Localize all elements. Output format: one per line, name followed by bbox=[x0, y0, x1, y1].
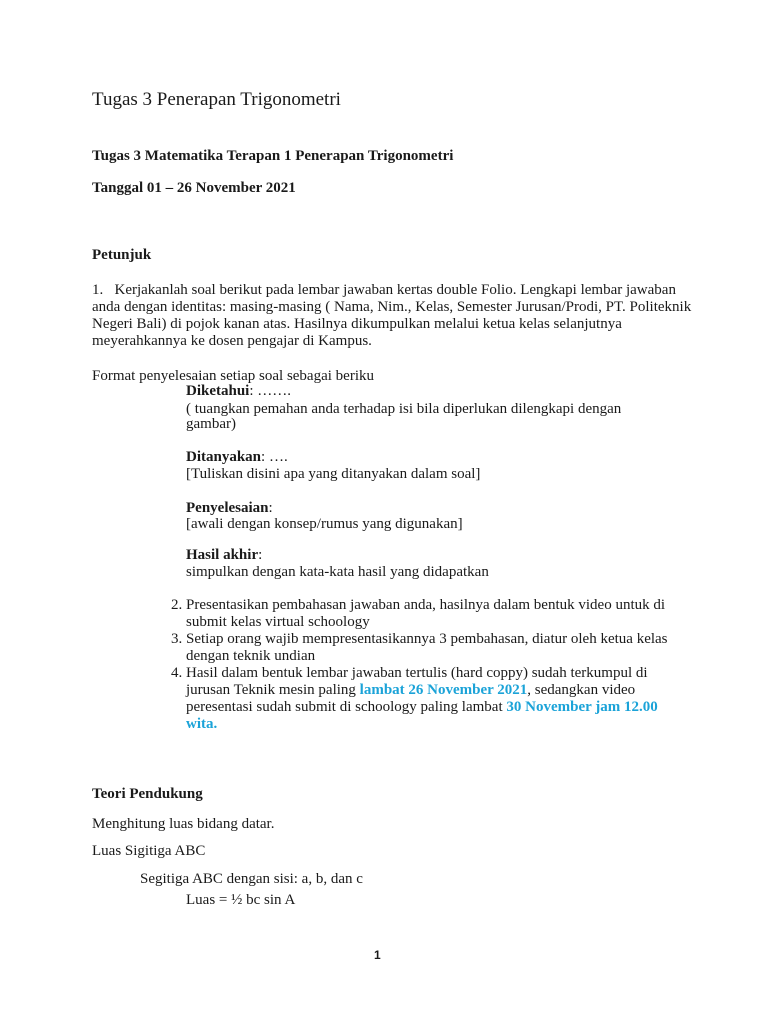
instruction-item-1-number: 1. bbox=[92, 282, 104, 298]
format-intro: Format penyelesaian setiap soal sebagai beriku bbox=[92, 368, 374, 384]
diketahui-desc-1: ( tuangkan pemahan anda terhadap isi bila diperlukan dilengkapi dengan bbox=[186, 401, 622, 417]
document-title: Tugas 3 Penerapan Trigonometri bbox=[92, 89, 341, 110]
deadline-highlight-2: 30 November jam 12.00 wita. bbox=[186, 699, 658, 732]
page-number: 1 bbox=[374, 948, 381, 962]
teori-formula: Luas = ½ bc sin A bbox=[186, 892, 296, 908]
hasil-colon: : bbox=[258, 547, 263, 563]
penyelesaian-label: Penyelesaian bbox=[186, 500, 269, 516]
ditanyakan-dots: : …. bbox=[261, 449, 288, 465]
teori-line-1: Menghitung luas bidang datar. bbox=[92, 816, 275, 832]
instruction-item-3: 3. Setiap orang wajib mempresentasikannya 3 pembahasan, diatur oleh ketua kelas dengan teknik undian bbox=[186, 631, 686, 665]
hasil-label: Hasil akhir bbox=[186, 547, 259, 563]
hasil-line bbox=[186, 547, 262, 564]
item4-text-2: , sedangkan video peresentasi sudah submit di schoology paling lambat bbox=[186, 682, 636, 715]
penyelesaian-colon: : bbox=[268, 500, 273, 516]
diketahui-dots: : ……. bbox=[249, 383, 292, 399]
instruction-item-4 bbox=[186, 665, 686, 733]
instruction-item-1 bbox=[92, 282, 692, 350]
diketahui-desc-2: gambar) bbox=[186, 416, 236, 432]
diketahui-line bbox=[186, 383, 291, 400]
hasil-desc: simpulkan dengan kata-kata hasil yang didapatkan bbox=[186, 564, 489, 580]
teori-heading: Teori Pendukung bbox=[92, 786, 203, 802]
teori-line-2: Luas Sigitiga ABC bbox=[92, 843, 206, 859]
penyelesaian-desc: [awali dengan konsep/rumus yang digunakan] bbox=[186, 516, 463, 532]
ditanyakan-desc: [Tuliskan disini apa yang ditanyakan dalam soal] bbox=[186, 466, 481, 482]
penyelesaian-line bbox=[186, 500, 273, 517]
instruction-item-1-text: Kerjakanlah soal berikut pada lembar jawaban kertas double Folio. Lengkapi lembar jawaban anda dengan identitas: masing-masing ( Nama, Nim., Kelas, Semester Jurusan/Prodi, PT. Politeknik Negeri Bali) di pojok kanan atas. Hasilnya dikumpulkan melalui ketua kelas selanjutnya meyerahkannya ke dosen pengajar di Kampus. bbox=[92, 282, 692, 349]
teori-line-3: Segitiga ABC dengan sisi: a, b, dan c bbox=[140, 871, 363, 887]
document-date: Tanggal 01 – 26 November 2021 bbox=[92, 180, 296, 196]
instruction-item-2: 2. Presentasikan pembahasan jawaban anda, hasilnya dalam bentuk video untuk di submit kelas virtual schoology bbox=[186, 597, 686, 631]
deadline-highlight-1: lambat 26 November 2021 bbox=[359, 682, 528, 698]
item4-text-1: Hasil dalam bentuk lembar jawaban tertulis (hard coppy) sudah terkumpul di jurusan Teknik mesin paling bbox=[186, 665, 648, 698]
diketahui-label: Diketahui bbox=[186, 383, 250, 399]
ditanyakan-line bbox=[186, 449, 288, 466]
instruction-list bbox=[160, 597, 686, 733]
ditanyakan-label: Ditanyakan bbox=[186, 449, 262, 465]
petunjuk-heading: Petunjuk bbox=[92, 247, 152, 263]
document-subtitle: Tugas 3 Matematika Terapan 1 Penerapan Trigonometri bbox=[92, 148, 454, 164]
